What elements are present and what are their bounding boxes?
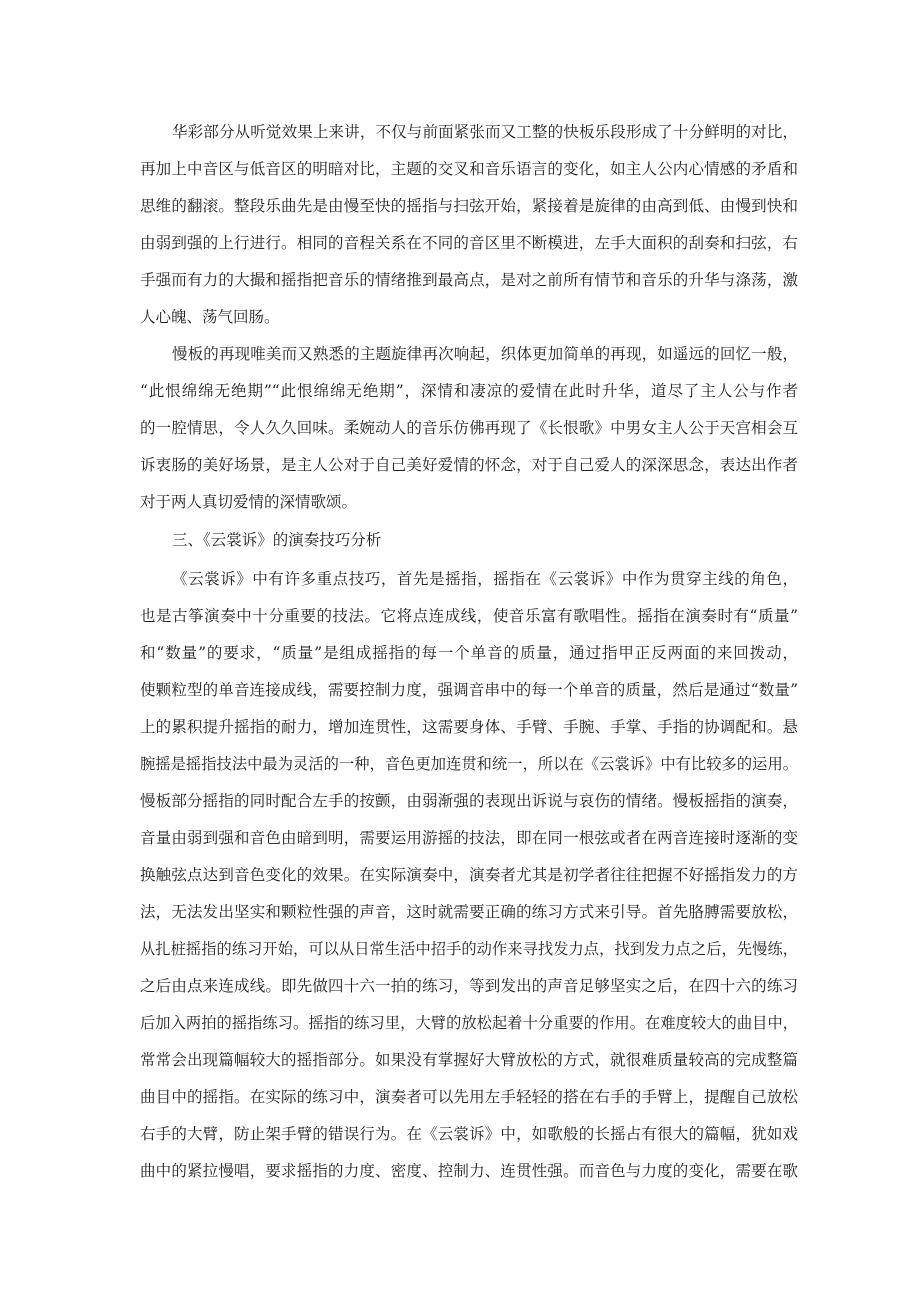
section-heading: 三、《云裳诉》的演奏技巧分析 xyxy=(172,531,382,549)
paragraph-line: 慢板的再现唯美而又熟悉的主题旋律再次响起，织体更加简单的再现，如遥远的回忆一般， xyxy=(172,345,798,363)
paragraph-line: 之后由点来连成线。即先做四十六一拍的练习，等到发出的声音足够坚实之后，在四十六的练习 xyxy=(140,977,798,995)
paragraph-line: 由弱到强的上行进行。相同的音程关系在不同的音区里不断模进，左手大面积的刮奏和扫弦，右 xyxy=(140,234,798,252)
paragraph-line: 再加上中音区与低音区的明暗对比，主题的交叉和音乐语言的变化，如主人公内心情感的矛盾和 xyxy=(140,160,798,178)
paragraph-line: 后加入两拍的摇指练习。摇指的练习里，大臂的放松起着十分重要的作用。在难度较大的曲目中， xyxy=(140,1014,798,1032)
paragraph-line: 曲中的紧拉慢唱，要求摇指的力度、密度、控制力、连贯性强。而音色与力度的变化，需要在歌 xyxy=(140,1162,798,1180)
paragraph-line: 手强而有力的大撮和摇指把音乐的情绪推到最高点，是对之前所有情节和音乐的升华与涤荡，激 xyxy=(140,271,798,289)
paragraph-line: 上的累积提升摇指的耐力，增加连贯性，这需要身体、手臂、手腕、手掌、手指的协调配和。悬 xyxy=(140,718,798,736)
paragraph-line: 华彩部分从听觉效果上来讲，不仅与前面紧张而又工整的快板乐段形成了十分鲜明的对比， xyxy=(172,123,798,141)
paragraph-line: 从扎桩摇指的练习开始，可以从日常生活中招手的动作来寻找发力点，找到发力点之后，先慢练， xyxy=(140,940,798,958)
paragraph-line: 腕摇是摇指技法中最为灵活的一种，音色更加连贯和统一，所以在《云裳诉》中有比较多的运用。 xyxy=(140,755,798,773)
paragraph-line: 对于两人真切爱情的深情歌颂。 xyxy=(140,493,358,511)
paragraph-line: 诉衷肠的美好场景，是主人公对于自己美好爱情的怀念，对于自己爱人的深深思念，表达出作者 xyxy=(140,456,798,474)
paragraph-line: “此恨绵绵无绝期”“此恨绵绵无绝期”，深情和凄凉的爱情在此时升华，道尽了主人公与作者 xyxy=(140,382,798,400)
paragraph-line: 法，无法发出坚实和颗粒性强的声音，这时就需要正确的练习方式来引导。首先胳膊需要放松， xyxy=(140,903,798,921)
paragraph-line: 曲目中的摇指。在实际的练习中，演奏者可以先用左手轻轻的搭在右手的手臂上，提醒自己放松 xyxy=(140,1088,798,1106)
paragraph-line: 也是古筝演奏中十分重要的技法。它将点连成线，使音乐富有歌唱性。摇指在演奏时有“质量” xyxy=(140,607,798,625)
paragraph-line: 使颗粒型的单音连接成线，需要控制力度，强调音串中的每一个单音的质量，然后是通过“数量” xyxy=(140,681,798,699)
paragraph-line: 思维的翻滚。整段乐曲先是由慢至快的摇指与扫弦开始，紧接着是旋律的由高到低、由慢到快和 xyxy=(140,197,798,215)
paragraph-line: 《云裳诉》中有许多重点技巧，首先是摇指，摇指在《云裳诉》中作为贯穿主线的角色， xyxy=(172,570,798,588)
paragraph-line: 换触弦点达到音色变化的效果。在实际演奏中，演奏者尤其是初学者往往把握不好摇指发力的方 xyxy=(140,866,798,884)
paragraph-line: 慢板部分摇指的同时配合左手的按颤，由弱渐强的表现出诉说与哀伤的情绪。慢板摇指的演奏， xyxy=(140,792,798,810)
paragraph-line: 的一腔情思，令人久久回味。柔婉动人的音乐仿佛再现了《长恨歌》中男女主人公于天宫相会互 xyxy=(140,419,798,437)
paragraph-line: 人心魄、荡气回肠。 xyxy=(140,308,280,326)
paragraph-line: 右手的大臂，防止架手臂的错误行为。在《云裳诉》中，如歌般的长摇占有很大的篇幅，犹如戏 xyxy=(140,1125,798,1143)
paragraph-line: 音量由弱到强和音色由暗到明，需要运用游摇的技法，即在同一根弦或者在两音连接时逐渐的变 xyxy=(140,829,798,847)
paragraph-line: 常常会出现篇幅较大的摇指部分。如果没有掌握好大臂放松的方式，就很难质量较高的完成整篇 xyxy=(140,1051,798,1069)
paragraph-line: 和“数量”的要求，“质量”是组成摇指的每一个单音的质量，通过指甲正反两面的来回拨动， xyxy=(140,644,798,662)
